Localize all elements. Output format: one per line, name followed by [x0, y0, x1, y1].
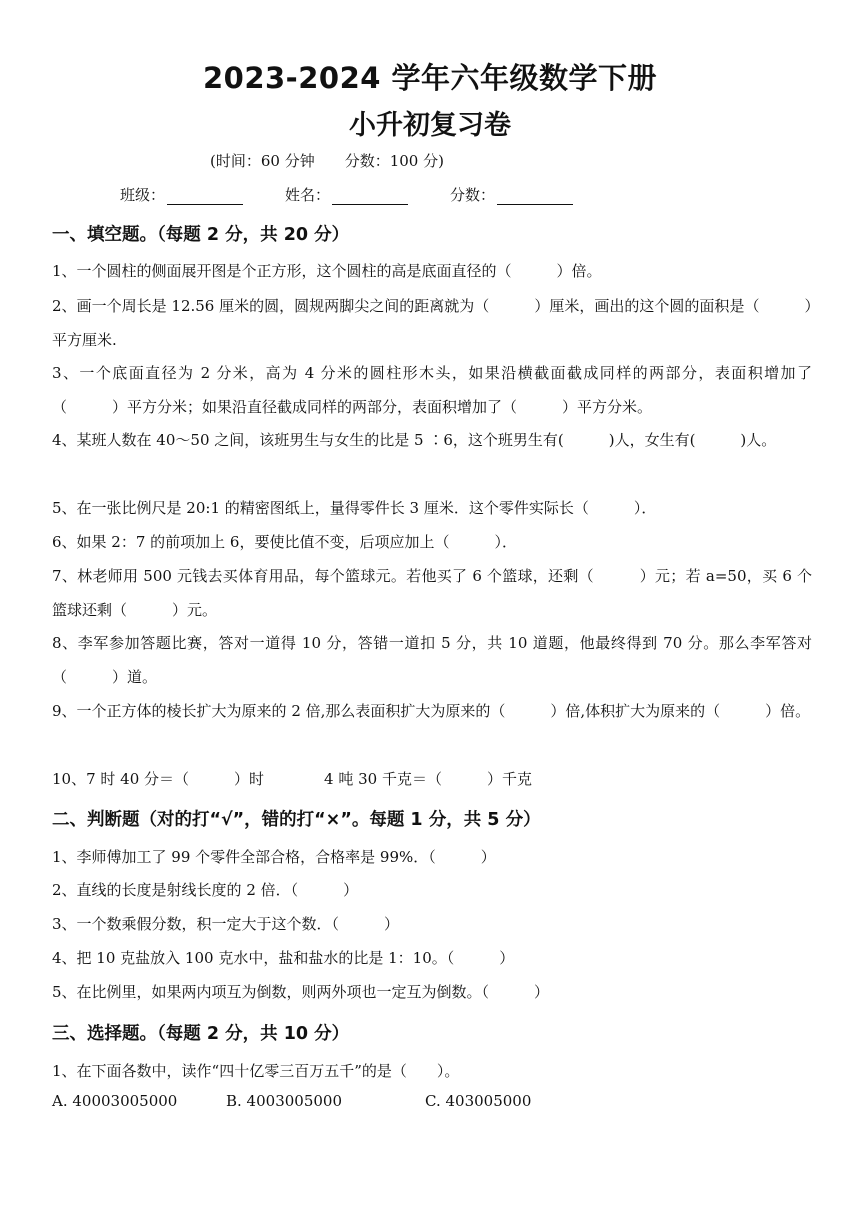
fill-question-5: 5、在一张比例尺是 20:1 的精密图纸上，量得零件长 3 厘米．这个零件实际长（ ）． — [52, 499, 657, 517]
fill-question-9: 9、一个正方体的棱长扩大为原来的 2 倍,那么表面积扩大为原来的（ ）倍,体积扩大为原来的（ ）倍。 — [52, 702, 811, 720]
fill-question-2: 2、画一个周长是 12.56 厘米的圆，圆规两脚尖之间的距离就为（ ）厘米，画出的这个圆的面积是（ ）平方厘米. — [52, 297, 812, 349]
student-info-line — [120, 184, 615, 205]
name-label: 姓名： — [285, 186, 331, 204]
time-score-info: (时间：60 分钟 分数：100 分) — [210, 152, 444, 170]
section1-heading: 一、填空题。（每题 2 分，共 20 分） — [52, 225, 350, 245]
judge-question-2: 2、直线的长度是射线长度的 2 倍．（ ） — [52, 881, 359, 899]
judge-question-4: 4、把 10 克盐放入 100 克水中，盐和盐水的比是 1：10。（ ） — [52, 949, 515, 967]
fill-question-3: 3、一个底面直径为 2 分米，高为 4 分米的圆柱形木头，如果沿横截面截成同样的两部分，表面积增加了（ ）平方分米；如果沿直径截成同样的两部分，表面积增加了（ ）平方分米。 — [52, 364, 812, 416]
fill-question-4: 4、某班人数在 40～50 之间，该班男生与女生的比是 5 ∶6，这个班男生有( )人，女生有( )人。 — [52, 431, 777, 449]
choice-question-1: 1、在下面各数中，读作“四十亿零三百万五千”的是（ ）。 — [52, 1062, 460, 1080]
judge-question-1: 1、李师傅加工了 99 个零件全部合格，合格率是 99%．（ ） — [52, 848, 496, 866]
exam-subtitle: 小升初复习卷 — [349, 110, 511, 141]
judge-question-3: 3、一个数乘假分数，积一定大于这个数．（ ） — [52, 915, 400, 933]
option-b[interactable]: B. 4003005000 — [226, 1092, 342, 1110]
fill-question-7: 7、林老师用 500 元钱去买体育用品，每个篮球元。若他买了 6 个篮球，还剩（ ）元；若 a=50，买 6 个篮球还剩（ ）元。 — [52, 567, 812, 619]
fill-question-8: 8、李军参加答题比赛，答对一道得 10 分，答错一道扣 5 分，共 10 道题，他最终得到 70 分。那么李军答对（ ）道。 — [52, 634, 812, 686]
class-field — [120, 184, 243, 205]
section2-heading: 二、判断题（对的打“√”，错的打“×”。每题 1 分，共 5 分） — [52, 810, 541, 830]
score-field — [450, 184, 573, 205]
fill-question-10: 10、7 时 40 分＝（ ）时 4 吨 30 千克＝（ ）千克 — [52, 770, 532, 788]
class-blank[interactable] — [167, 190, 243, 205]
exam-title: 2023-2024 学年六年级数学下册 — [202, 61, 658, 95]
name-blank[interactable] — [332, 190, 408, 205]
fill-question-6: 6、如果 2：7 的前项加上 6，要使比值不变，后项应加上（ ）． — [52, 533, 517, 551]
choice-options — [52, 1092, 531, 1110]
option-c[interactable]: C. 403005000 — [425, 1092, 532, 1110]
class-label: 班级： — [120, 186, 166, 204]
judge-question-5: 5、在比例里，如果两内项互为倒数，则两外项也一定互为倒数。（ ） — [52, 983, 550, 1001]
score-blank[interactable] — [497, 190, 573, 205]
fill-question-1: 1、一个圆柱的侧面展开图是个正方形，这个圆柱的高是底面直径的（ ）倍。 — [52, 262, 602, 280]
section3-heading: 三、选择题。（每题 2 分，共 10 分） — [52, 1024, 350, 1044]
name-field — [285, 184, 408, 205]
score-label: 分数： — [450, 186, 496, 204]
option-a[interactable]: A. 40003005000 — [52, 1092, 178, 1110]
